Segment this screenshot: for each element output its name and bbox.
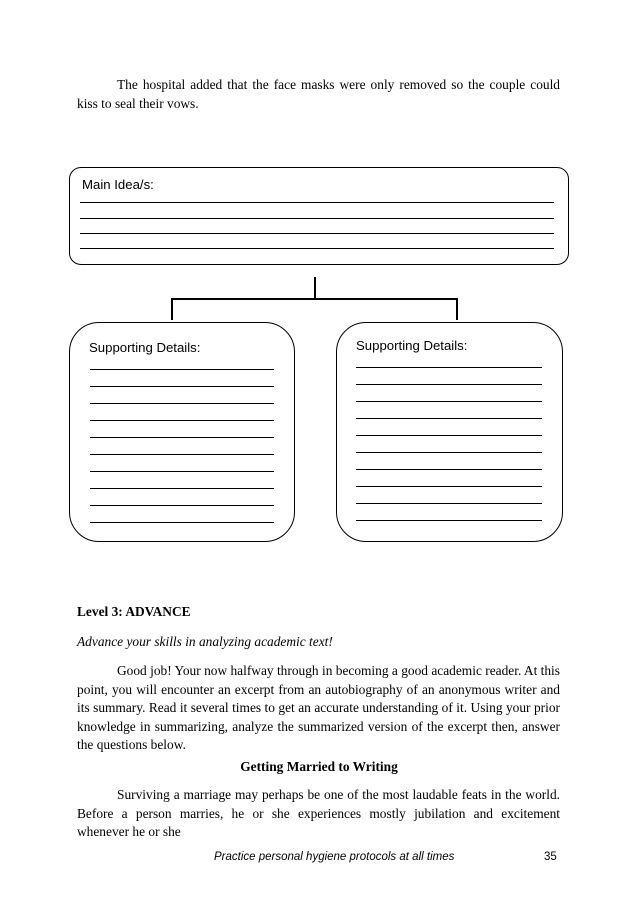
connector-stem xyxy=(314,277,316,298)
answer-line xyxy=(90,403,274,404)
answer-line xyxy=(90,522,274,523)
answer-line xyxy=(80,218,554,219)
connector-left-drop xyxy=(171,298,173,320)
level-paragraph: Good job! Your now halfway through in becoming a good academic reader. At this point, you will encounter an excerpt from an autobiography of an anonymous writer and its summary. Read it several times to get an accurate understanding of it. Using your prior knowledge in summarizing, analyze the summarized version of the excerpt then, answer the questions below. xyxy=(77,663,560,752)
answer-line xyxy=(356,520,542,521)
answer-line xyxy=(356,401,542,402)
supporting-details-left-label: Supporting Details: xyxy=(89,340,201,355)
answer-line xyxy=(356,503,542,504)
supporting-details-right-box xyxy=(336,322,563,542)
supporting-details-right-label: Supporting Details: xyxy=(356,338,468,353)
answer-line xyxy=(356,418,542,419)
page-number: 35 xyxy=(544,851,557,863)
connector-right-drop xyxy=(456,298,458,320)
answer-line xyxy=(90,505,274,506)
top-paragraph: The hospital added that the face masks were only removed so the couple could kiss to seal their vows. xyxy=(77,77,560,111)
answer-line xyxy=(90,369,274,370)
answer-line xyxy=(356,486,542,487)
answer-line xyxy=(90,471,274,472)
answer-line xyxy=(80,248,554,249)
main-idea-box xyxy=(69,167,569,265)
answer-line xyxy=(356,452,542,453)
answer-line xyxy=(80,233,554,234)
level-subheading: Advance your skills in analyzing academic text! xyxy=(77,634,333,649)
answer-line xyxy=(90,437,274,438)
answer-line xyxy=(356,469,542,470)
answer-line xyxy=(356,367,542,368)
answer-line xyxy=(90,454,274,455)
answer-line xyxy=(356,384,542,385)
answer-line xyxy=(90,386,274,387)
excerpt-title: Getting Married to Writing xyxy=(240,759,398,774)
answer-line xyxy=(90,488,274,489)
main-idea-label: Main Idea/s: xyxy=(82,177,154,192)
level-heading: Level 3: ADVANCE xyxy=(77,604,191,619)
answer-line xyxy=(356,435,542,436)
connector-bar xyxy=(171,298,458,300)
answer-line xyxy=(80,202,554,203)
excerpt-paragraph: Surviving a marriage may perhaps be one of the most laudable feats in the world. Before a person marries, he or she experiences mostly jubilation and excitement whenever he or she xyxy=(77,787,560,839)
footer-text: Practice personal hygiene protocols at all times xyxy=(214,851,455,863)
answer-line xyxy=(90,420,274,421)
supporting-details-left-box xyxy=(69,322,295,542)
